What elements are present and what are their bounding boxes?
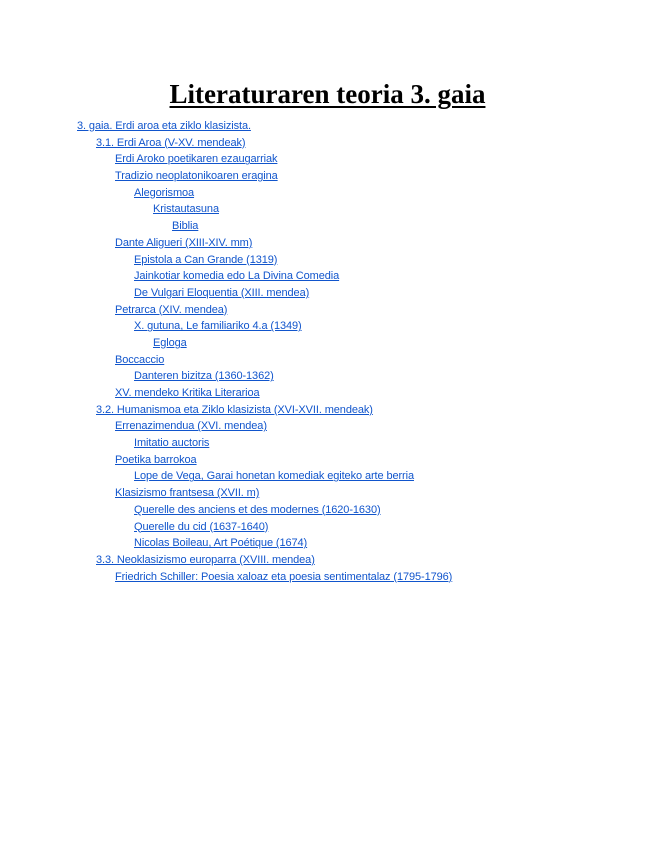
toc-link[interactable]: Egloga: [153, 336, 187, 349]
toc-link[interactable]: 3.1. Erdi Aroa (V-XV. mendeak): [96, 136, 246, 149]
toc-link[interactable]: Petrarca (XIV. mendea): [115, 303, 228, 316]
toc-link[interactable]: Boccaccio: [115, 353, 165, 366]
toc-item: [0, 334, 655, 351]
toc-link[interactable]: XV. mendeko Kritika Literarioa: [115, 387, 260, 399]
toc-link[interactable]: Lope de Vega, Garai honetan komediak egiteko arte berria: [134, 470, 414, 483]
toc-item: [0, 534, 655, 551]
toc-item: [0, 184, 655, 201]
toc-link[interactable]: X. gutuna, Le familiariko 4.a (1349): [134, 320, 302, 333]
toc-item: [0, 234, 655, 251]
toc-item: [0, 284, 655, 301]
toc-item: [0, 434, 655, 451]
toc-item: [0, 417, 655, 434]
toc-link[interactable]: Biblia: [172, 220, 199, 233]
table-of-contents: [0, 117, 655, 584]
toc-link[interactable]: Jainkotiar komedia edo La Divina Comedia: [134, 270, 340, 283]
toc-link[interactable]: Poetika barrokoa: [115, 453, 197, 466]
toc-link[interactable]: 3.2. Humanismoa eta Ziklo klasizista (XVI-XVII. mendeak): [96, 403, 373, 416]
toc-link[interactable]: Friedrich Schiller: Poesia xaloaz eta poesia sentimentalaz (1795-1796): [115, 570, 453, 583]
toc-link[interactable]: De Vulgari Eloquentia (XIII. mendea): [134, 286, 310, 299]
toc-item: [0, 551, 655, 568]
toc-item: [0, 384, 655, 401]
toc-item: [0, 367, 655, 384]
toc-item: [0, 518, 655, 535]
toc-link[interactable]: Dante Aligueri (XIII-XIV. mm): [115, 236, 253, 249]
toc-link[interactable]: Errenazimendua (XVI. mendea): [115, 420, 267, 433]
toc-link[interactable]: Alegorismoa: [134, 186, 195, 199]
toc-link[interactable]: Kristautasuna: [153, 203, 219, 216]
toc-item: [0, 267, 655, 284]
toc-link[interactable]: Querelle des anciens et des modernes (1620-1630): [134, 503, 381, 516]
toc-item: [0, 568, 655, 585]
toc-link[interactable]: 3. gaia. Erdi aroa eta ziklo klasizista.: [77, 120, 251, 132]
toc-item: [0, 200, 655, 217]
toc-item: [0, 217, 655, 234]
toc-item: [0, 451, 655, 468]
toc-item: [0, 167, 655, 184]
toc-link[interactable]: Klasizismo frantsesa (XVII. m): [115, 487, 260, 500]
toc-link[interactable]: Epistola a Can Grande (1319): [134, 253, 278, 266]
toc-link[interactable]: Querelle du cid (1637-1640): [134, 520, 269, 533]
toc-item: [0, 401, 655, 418]
toc-item: [0, 484, 655, 501]
toc-link[interactable]: 3.3. Neoklasizismo europarra (XVIII. mendea): [96, 553, 315, 566]
toc-link[interactable]: Tradizio neoplatonikoaren eragina: [115, 170, 278, 183]
toc-item: [0, 134, 655, 151]
toc-link[interactable]: Erdi Aroko poetikaren ezaugarriak: [115, 153, 278, 166]
toc-item: [0, 351, 655, 368]
toc-item: [0, 150, 655, 167]
toc-item: [0, 501, 655, 518]
toc-item: [0, 117, 655, 134]
toc-item: [0, 251, 655, 268]
toc-link[interactable]: Imitatio auctoris: [134, 437, 210, 450]
toc-link[interactable]: Danteren bizitza (1360-1362): [134, 370, 274, 383]
toc-item: [0, 467, 655, 484]
toc-item: [0, 301, 655, 318]
document-title: Literaturaren teoria 3. gaia: [169, 79, 486, 109]
toc-link[interactable]: Nicolas Boileau, Art Poétique (1674): [134, 537, 308, 550]
toc-item: [0, 317, 655, 334]
